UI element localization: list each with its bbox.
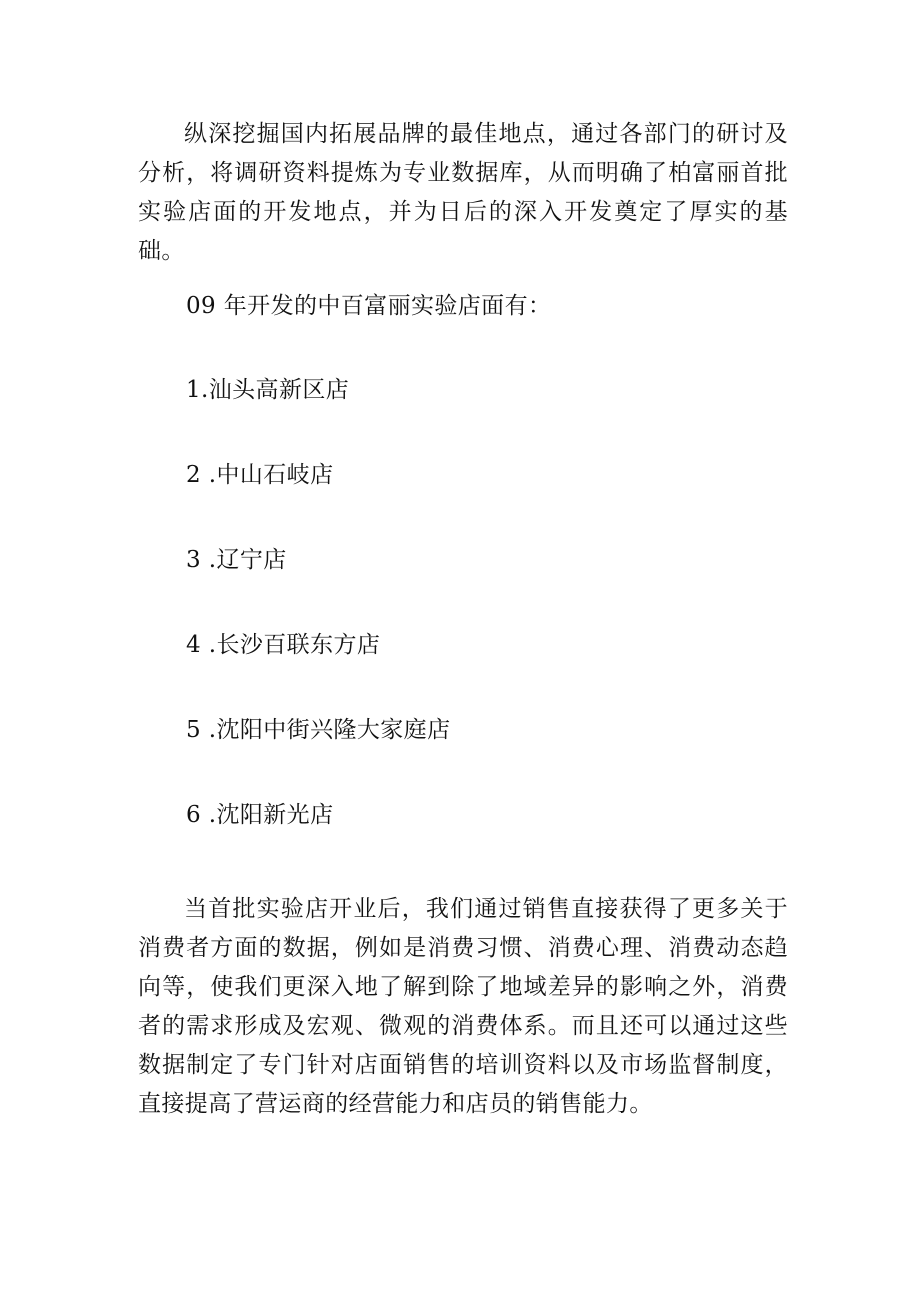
list-item-name: 汕头高新区店 [208, 377, 350, 403]
paragraph-results: 当首批实验店开业后，我们通过销售直接获得了更多关于消费者方面的数据，例如是消费习惯、消费心理、消费动态趋向等，使我们更深入地了解到除了地域差异的影响之外，消费者的需求形成及宏观、微观的消费体系。而且还可以通过这些数据制定了专门针对店面销售的培训资料以及市场监督制度，直接提高了营运商的经营能力和店员的销售能力。 [138, 896, 788, 1117]
store-list-heading: 09 年开发的中百富丽实验店面有： [186, 293, 552, 319]
list-item [186, 456, 333, 495]
paragraph-intro: 纵深挖掘国内拓展品牌的最佳地点，通过各部门的研讨及分析，将调研资料提炼为专业数据库，从而明确了柏富丽首批实验店面的开发地点，并为日后的深入开发奠定了厚实的基础。 [138, 121, 788, 264]
list-item-number: 2 . [186, 462, 217, 488]
list-item [186, 626, 380, 665]
list-item [186, 371, 349, 410]
list-item-name: 沈阳新光店 [216, 802, 334, 828]
list-item [186, 541, 287, 580]
list-item-number: 1. [186, 377, 209, 403]
list-item-name: 沈阳中街兴隆大家庭店 [216, 717, 451, 743]
list-item [186, 711, 450, 750]
list-item [186, 796, 333, 835]
list-item-number: 3 . [186, 547, 217, 573]
list-item-number: 5 . [186, 717, 217, 743]
list-item-number: 6 . [186, 802, 217, 828]
list-item-name: 中山石岐店 [216, 462, 334, 488]
list-item-name: 长沙百联东方店 [216, 632, 381, 658]
list-item-number: 4 . [186, 632, 217, 658]
list-item-name: 辽宁店 [216, 547, 287, 573]
